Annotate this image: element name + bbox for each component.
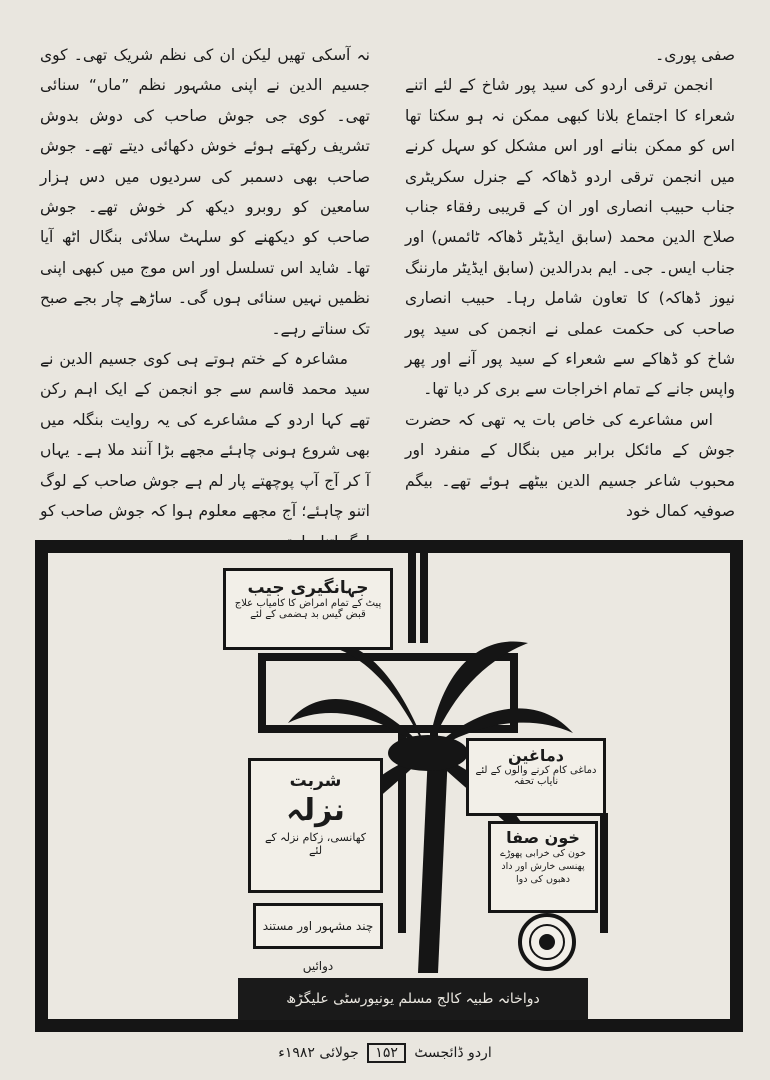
- page-footer: [0, 1043, 770, 1063]
- ad-box-main-text: نزلہ: [286, 793, 345, 828]
- ad-box-text: کھانسی، زکام نزلہ کے لئے: [264, 831, 367, 857]
- ad-box-text: قبض گیس بد ہضمی کے لئے: [250, 609, 366, 620]
- magazine-name: اردو ڈائجسٹ: [414, 1045, 492, 1061]
- article-paragraph: اس مشاعرے کی خاص بات یہ تھی کہ حضرت جوش کے مائکل برابر میں بنگال کے منفرد اور محبوب شاعر جسیم الدین بیٹھے ہوئے تھے۔ بیگم صوفیہ کمال خود: [405, 410, 735, 521]
- ad-box-jahangiri: [223, 568, 393, 650]
- ad-box-text: خون کی خرابی پھوڑے پھنسی خارش اور داد دھبوں کی دوا: [500, 848, 586, 885]
- article-right-column: [405, 40, 735, 527]
- ad-box-text: پیٹ کے تمام امراض کا کامیاب علاج: [234, 598, 382, 609]
- issue-date: جولائی ۱۹۸۲ء: [278, 1045, 359, 1061]
- article-paragraph: انجمن ترقی اردو کی سید پور شاخ کے لئے اتنے شعراء کا اجتماع بلانا کبھی ممکن نہ ہو سکتا تھا اس کو ممکن بنانے اور اس مشکل کو سہل کرنے میں انجمن ترقی اردو ڈھاکہ کے جنرل سکریٹری جناب حبیب انصاری اور ان کے قریبی رفقاء جناب صلاح الدین محمد (سابق ایڈیٹر ڈھاکہ ٹائمس) اور جناب ایس۔ جی۔ ایم بدرالدین (سابق ایڈیٹر مارننگ نیوز ڈھاکہ) کا تعاون شامل رہا۔ حبیب انصاری صاحب کی حکمت عملی نے انجمن کی سید پور شاخ کو ڈھاکے سے شعراء کے سید پور آنے اور پھر واپس جانے کے تمام اخراجات سے بری کر دیا تھا۔: [405, 76, 735, 399]
- ad-publisher-bar: دواخانہ طبیہ کالج مسلم یونیورسٹی علیگڑھ: [238, 978, 588, 1020]
- ad-box-nazla: [248, 758, 383, 893]
- article-left-column: [40, 40, 370, 587]
- advertisement: [35, 540, 743, 1032]
- ad-box-title: جہانگیری جیب: [247, 578, 369, 598]
- article-paragraph: صفی پوری۔: [655, 46, 735, 64]
- ad-box-title: شربت: [289, 771, 342, 791]
- ad-box-dimaghin: [466, 738, 606, 816]
- ad-box-text: دماغی کام کرنے والوں کے لئے نایاب تحفہ: [475, 765, 597, 787]
- ad-box-famous-medicines: [253, 903, 383, 973]
- page-number: ۱۵۲: [367, 1043, 406, 1063]
- article-paragraph: مشاعرہ کے ختم ہوتے ہی کوی جسیم الدین نے سید محمد قاسم سے جو انجمن کے ایک اہم رکن تھے کہا اردو کے مشاعرے کی یہ روایت بنگلہ میں بھی شروع ہونی چاہئے مجھے بڑا آنند ملا ہے۔ یہاں آ کر آج آپ پوچھتے پار لم ہے جوش صاحب کے لوگ اتنو چاہئے؛ آج مجھے معلوم ہوا کہ جوش صاحب کو: [40, 350, 370, 521]
- university-seal-icon: [518, 913, 576, 971]
- ad-box-khoon-safa: [488, 821, 598, 913]
- ad-box-title: خون صفا: [506, 828, 580, 847]
- ad-box-text: چند مشہور اور مستند دوائیں: [262, 919, 374, 973]
- article-paragraph: نہ آسکی تھیں لیکن ان کی نظم شریک تھی۔ کوی جسیم الدین نے اپنی مشہور نظم ”ماں“ سنائی تھی۔ کوی جی جوش صاحب کی دوش بدوش تشریف رکھتے ہوئے خوش دکھائی دیتے تھے۔ جوش صاحب بھی دسمبر کی سردیوں میں دس ہزار سامعین کو روبرو دیکھ کر خوش تھے۔ جوش صاحب کو دیکھنے کو سلہٹ سلائی بنگال اٹھ آیا تھا۔ شاید اس تسلسل اور اس موج میں کبھی اپنی نظمیں نہیں سنائی ہوں گی۔ ساڑھے چار بجے صبح تک سناتے رہے۔: [40, 46, 370, 338]
- ad-box-title: دماغین: [508, 746, 564, 765]
